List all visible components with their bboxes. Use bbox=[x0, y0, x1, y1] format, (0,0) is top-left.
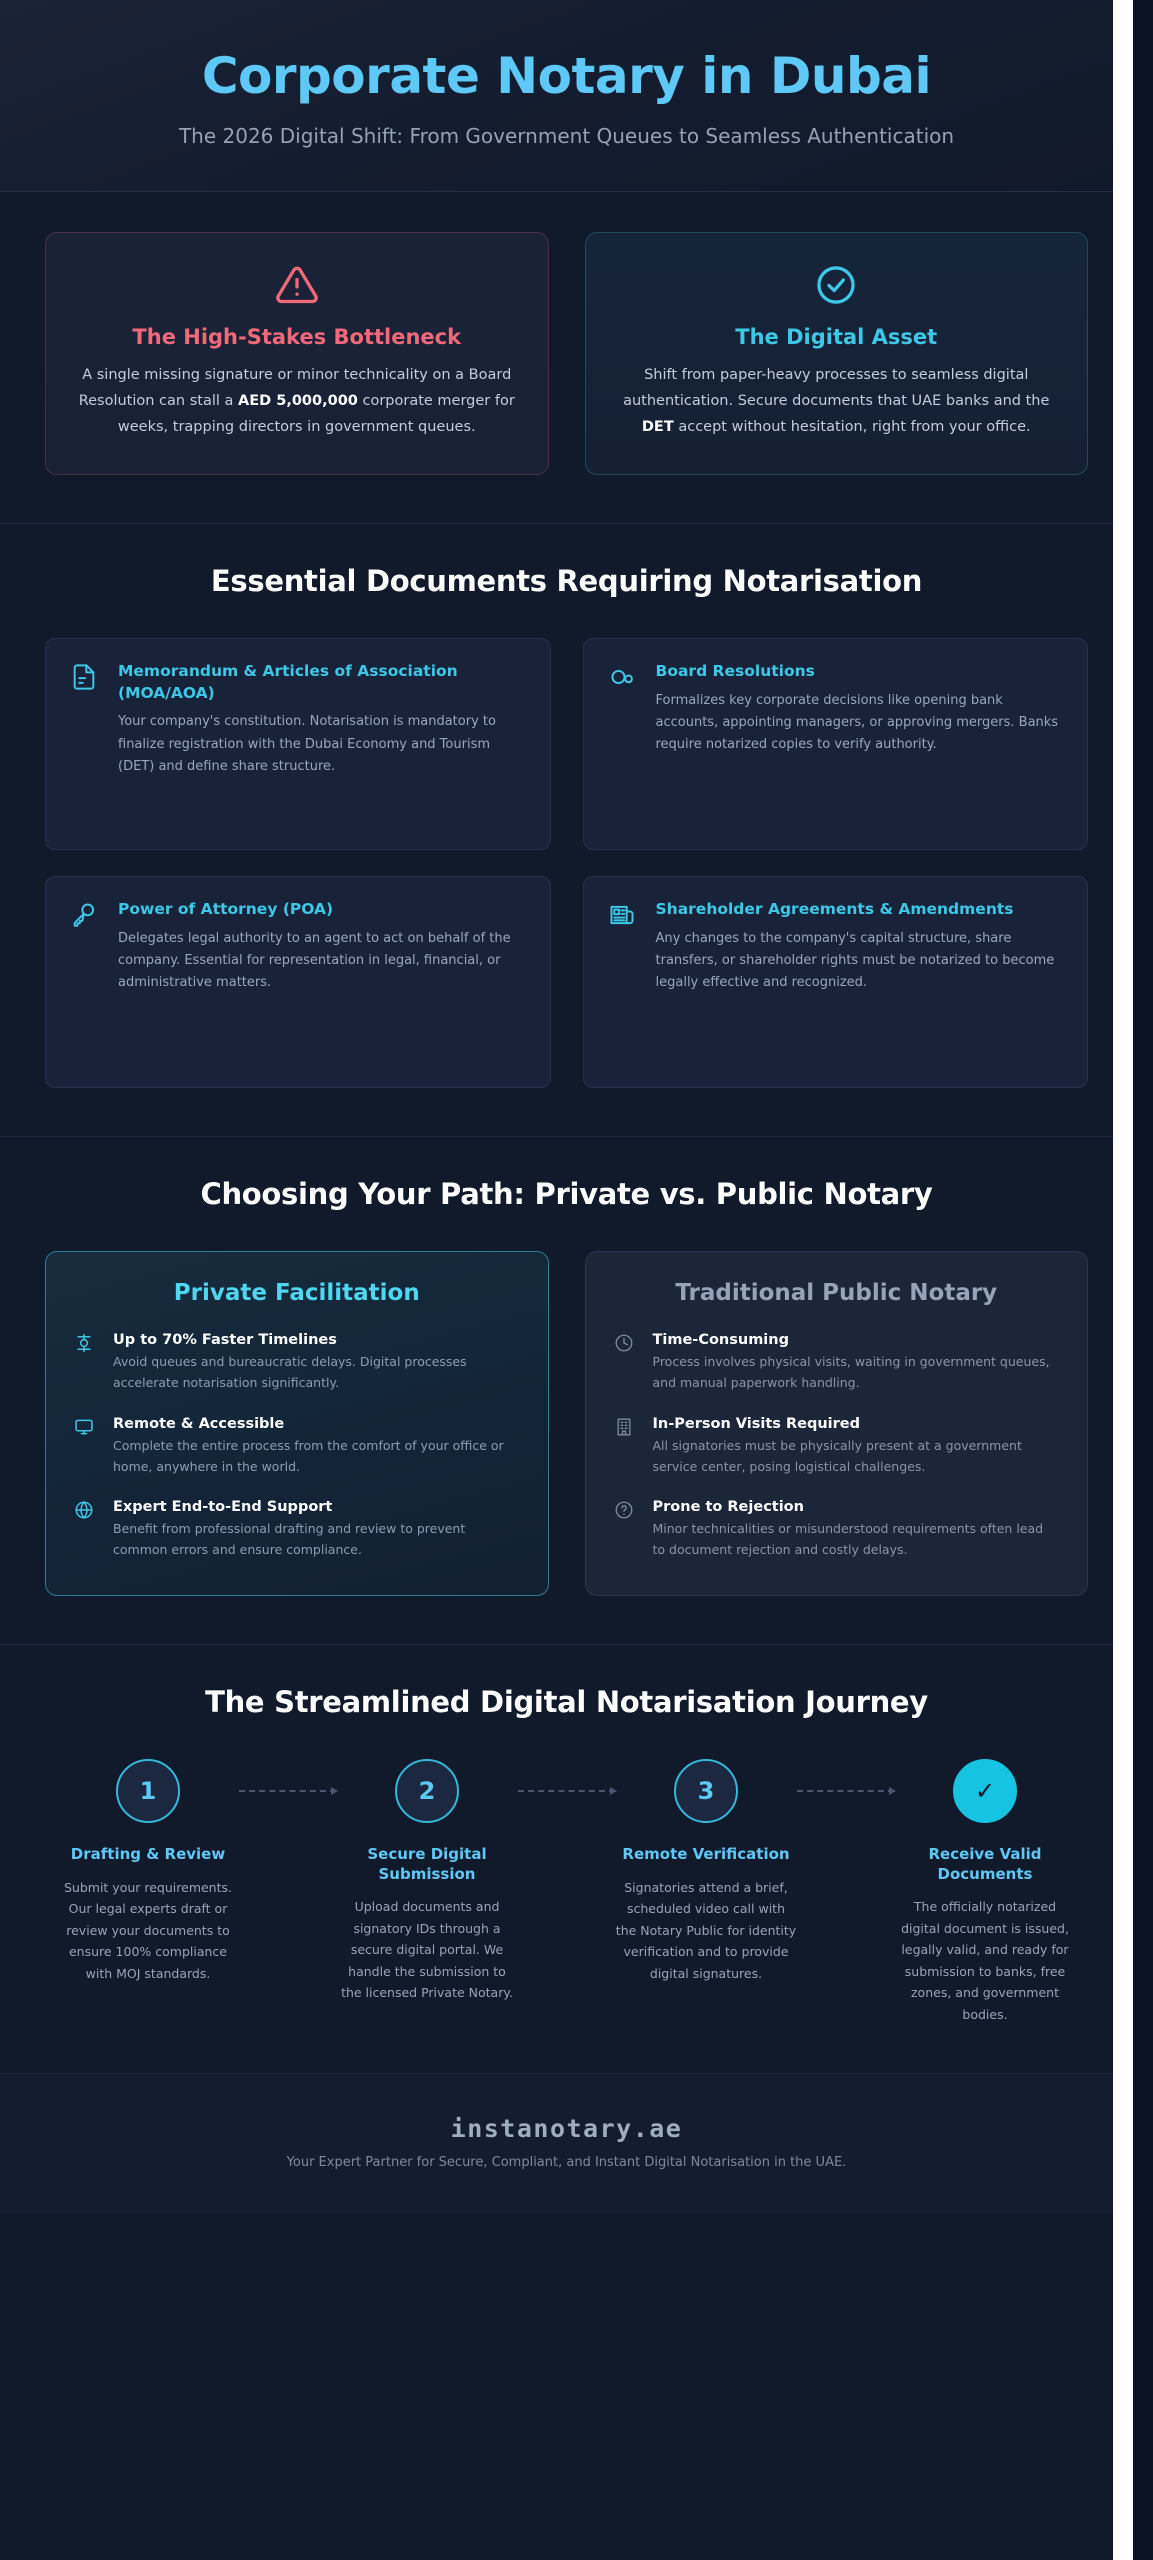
highlight-title: The Digital Asset bbox=[735, 325, 938, 349]
drawback-title: Prone to Rejection bbox=[652, 1499, 804, 1516]
drawback-body: Process involves physical visits, waiting in government queues, and manual paperwork handling. bbox=[652, 1354, 1050, 1391]
drawback-item bbox=[614, 1416, 1060, 1478]
highlight-body-after: corporate merger for weeks, trapping directors in government queues. bbox=[117, 392, 515, 435]
document-icon bbox=[70, 661, 100, 695]
step-body: Signatories attend a brief, scheduled video call with the Notary Public for identity verification and to provide digital signatures. bbox=[615, 1879, 797, 1981]
benefit-title: Expert End-to-End Support bbox=[113, 1499, 333, 1516]
benefit-item bbox=[74, 1416, 520, 1478]
journey-heading: The Streamlined Digital Notarisation Journey bbox=[205, 1684, 928, 1719]
step-title: Drafting & Review bbox=[70, 1844, 226, 1863]
step-body: Upload documents and signatory IDs through a secure digital portal. We handle the submission to the licensed Private Notary. bbox=[341, 1899, 513, 2001]
highlight-body bbox=[612, 363, 1062, 440]
step-connector-arrow-icon bbox=[239, 1790, 336, 1792]
highlights-section bbox=[0, 192, 1133, 524]
private-facilitation-heading: Private Facilitation bbox=[173, 1280, 420, 1307]
document-title: Shareholder Agreements & Amendments bbox=[655, 900, 1014, 919]
page-subtitle: The 2026 Digital Shift: From Government Queues to Seamless Authentication bbox=[178, 124, 955, 148]
journey-step bbox=[57, 1759, 239, 1984]
check-circle-icon bbox=[612, 263, 1062, 307]
alert-triangle-icon bbox=[72, 263, 522, 307]
drawback-item bbox=[614, 1332, 1060, 1394]
traditional-notary-card bbox=[585, 1251, 1089, 1596]
step-badge-check-icon: ✓ bbox=[953, 1759, 1017, 1823]
drawback-body: All signatories must be physically present at a government service center, posing logistical challenges. bbox=[652, 1437, 1022, 1474]
documents-heading: Essential Documents Requiring Notarisation bbox=[210, 564, 923, 599]
drawback-title: In-Person Visits Required bbox=[652, 1415, 860, 1432]
step-body: Submit your requirements. Our legal experts draft or review your documents to ensure 100% compliance with MOJ standards. bbox=[63, 1879, 232, 1981]
highlight-body-before: Shift from paper-heavy processes to seamless digital authentication. Secure documents that UAE banks and the bbox=[623, 367, 1050, 409]
journey-step bbox=[894, 1759, 1076, 2026]
footer-section bbox=[0, 2074, 1133, 2214]
highlight-emphasis: DET bbox=[641, 418, 674, 435]
document-title: Memorandum & Articles of Association (MOA/AOA) bbox=[118, 662, 458, 702]
speed-icon bbox=[74, 1332, 98, 1357]
highlight-body bbox=[72, 363, 522, 440]
brand-name: instanotary.ae bbox=[450, 2114, 683, 2144]
step-connector-arrow-icon bbox=[797, 1790, 894, 1792]
document-card bbox=[583, 876, 1089, 1088]
step-title: Remote Verification bbox=[622, 1844, 790, 1863]
benefit-body: Avoid queues and bureaucratic delays. Digital processes accelerate notarisation significantly. bbox=[113, 1354, 467, 1391]
benefit-body: Complete the entire process from the comfort of your office or home, anywhere in the world. bbox=[113, 1437, 504, 1474]
document-body: Your company's constitution. Notarisation is mandatory to finalize registration with the Dubai Economy and Tourism (DET) and define share structure. bbox=[118, 714, 496, 774]
step-badge: 2 bbox=[395, 1759, 459, 1823]
documents-section bbox=[0, 524, 1133, 1137]
document-body: Delegates legal authority to an agent to act on behalf of the company. Essential for representation in legal, financial, or administrative matters. bbox=[118, 930, 511, 991]
highlight-card-bottleneck bbox=[45, 232, 549, 475]
step-badge: 1 bbox=[116, 1759, 180, 1823]
benefit-title: Remote & Accessible bbox=[113, 1415, 285, 1432]
journey-step bbox=[336, 1759, 518, 2004]
key-icon bbox=[70, 899, 100, 933]
document-card bbox=[583, 638, 1089, 850]
step-badge: 3 bbox=[674, 1759, 738, 1823]
clock-icon bbox=[614, 1332, 638, 1357]
benefit-title: Up to 70% Faster Timelines bbox=[113, 1332, 337, 1349]
globe-icon bbox=[74, 1499, 98, 1524]
document-title: Board Resolutions bbox=[655, 662, 815, 681]
document-body: Formalizes key corporate decisions like opening bank accounts, appointing managers, or approving mergers. Banks require notarized copies to verify authority. bbox=[655, 692, 1059, 753]
drawback-item bbox=[614, 1499, 1060, 1561]
document-card bbox=[45, 638, 551, 850]
step-connector-arrow-icon bbox=[518, 1790, 615, 1792]
step-title: Secure Digital Submission bbox=[367, 1844, 487, 1883]
footer-tagline: Your Expert Partner for Secure, Compliant, and Instant Digital Notarisation in the UAE. bbox=[286, 2155, 847, 2171]
building-icon bbox=[614, 1416, 638, 1441]
benefit-item bbox=[74, 1332, 520, 1394]
comparison-heading: Choosing Your Path: Private vs. Public Notary bbox=[200, 1177, 933, 1212]
comparison-section bbox=[0, 1137, 1133, 1645]
hero-section bbox=[0, 0, 1133, 192]
benefit-body: Benefit from professional drafting and review to prevent common errors and ensure compliance. bbox=[113, 1521, 466, 1558]
monitor-icon bbox=[74, 1416, 98, 1441]
question-circle-icon bbox=[614, 1499, 638, 1524]
private-facilitation-card bbox=[45, 1251, 549, 1596]
step-title: Receive Valid Documents bbox=[928, 1844, 1042, 1883]
page-title: Corporate Notary in Dubai bbox=[201, 47, 932, 105]
highlight-body-after: accept without hesitation, right from your office. bbox=[673, 418, 1031, 435]
highlight-body-before: A single missing signature or minor technicality on a Board Resolution can stall a bbox=[78, 367, 512, 409]
highlight-title: The High-Stakes Bottleneck bbox=[132, 325, 462, 349]
drawback-title: Time-Consuming bbox=[652, 1332, 789, 1349]
benefit-item bbox=[74, 1499, 520, 1561]
document-card bbox=[45, 876, 551, 1088]
highlight-card-digital-asset bbox=[585, 232, 1089, 475]
journey-section bbox=[0, 1645, 1133, 2075]
step-body: The officially notarized digital document is issued, legally valid, and ready for submission to banks, free zones, and government bodies. bbox=[901, 1899, 1069, 2022]
news-document-icon bbox=[608, 899, 638, 933]
drawback-body: Minor technicalities or misunderstood requirements often lead to document rejection and costly delays. bbox=[652, 1521, 1044, 1558]
highlight-emphasis: AED 5,000,000 bbox=[238, 392, 358, 409]
stamp-icon bbox=[608, 661, 638, 695]
page-margin bbox=[1113, 0, 1133, 2560]
document-body: Any changes to the company's capital structure, share transfers, or shareholder rights must be notarized to become legally effective and recognized. bbox=[655, 930, 1055, 991]
traditional-notary-heading: Traditional Public Notary bbox=[675, 1280, 998, 1307]
journey-step bbox=[615, 1759, 797, 1984]
document-title: Power of Attorney (POA) bbox=[118, 900, 334, 919]
